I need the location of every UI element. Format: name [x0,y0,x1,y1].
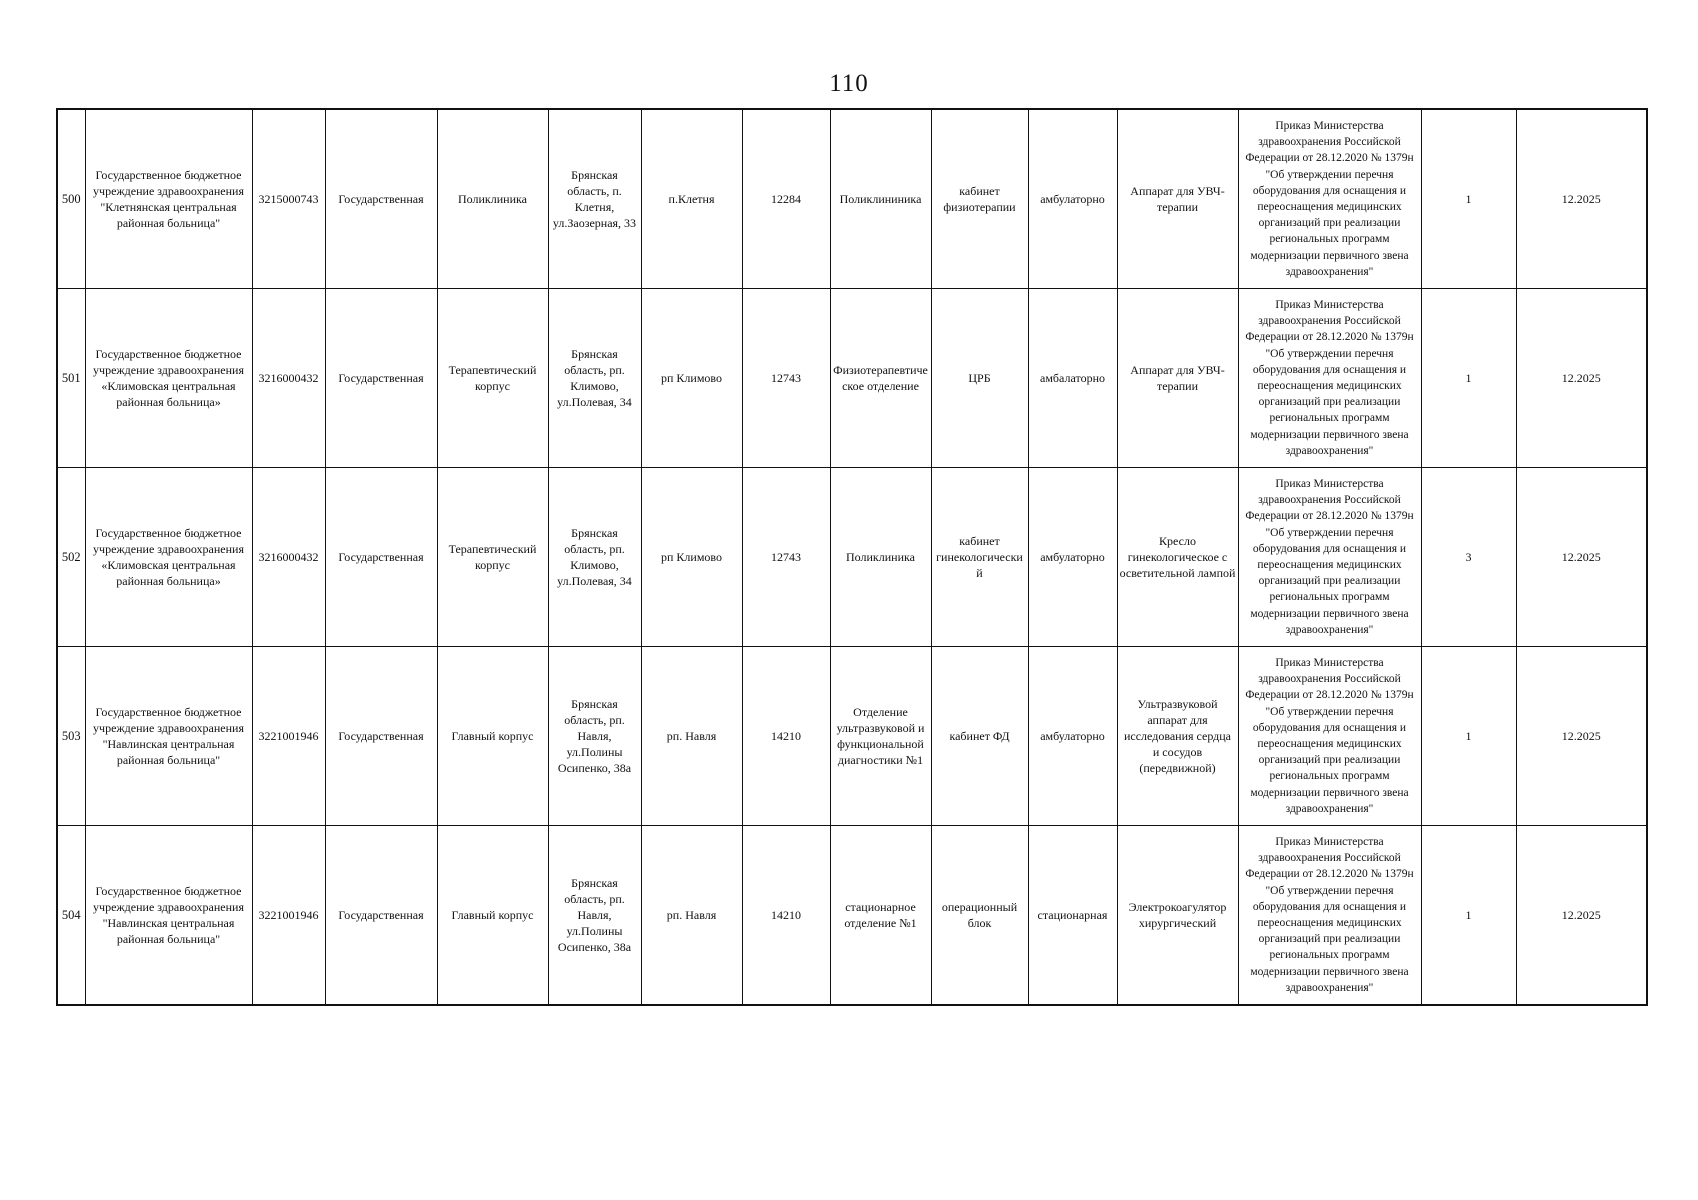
table-row [57,647,1647,826]
quantity-cell: 1 [1421,647,1516,826]
equipment-cell: Кресло гинекологическое с осветительной лампой [1117,468,1238,647]
care-type-cell: амбулаторно [1028,647,1117,826]
ownership-cell: Государственная [325,109,437,289]
building-cell: Поликлиника [437,109,548,289]
deadline-cell: 12.2025 [1516,826,1647,1006]
settlement-cell: п.Клетня [641,109,742,289]
page-number: 110 [829,70,869,97]
ownership-cell: Государственная [325,647,437,826]
room-cell: кабинет ФД [931,647,1028,826]
inn-cell: 3221001946 [252,647,325,826]
inn-cell: 3216000432 [252,289,325,468]
department-cell: Физиотерапевтическое отделение [830,289,931,468]
address-cell: Брянская область, рп. Климово, ул.Полевая, 34 [548,289,641,468]
room-cell: ЦРБ [931,289,1028,468]
table-row [57,289,1647,468]
table-row [57,109,1647,289]
deadline-cell: 12.2025 [1516,468,1647,647]
ownership-cell: Государственная [325,468,437,647]
department-cell: Поликлининика [830,109,931,289]
equipment-cell: Аппарат для УВЧ-терапии [1117,289,1238,468]
care-type-cell: амбалаторно [1028,289,1117,468]
quantity-cell: 1 [1421,826,1516,1006]
deadline-cell: 12.2025 [1516,109,1647,289]
building-cell: Терапевтический корпус [437,468,548,647]
row-number-cell: 500 [57,109,85,289]
deadline-cell: 12.2025 [1516,289,1647,468]
settlement-cell: рп. Навля [641,826,742,1006]
settlement-cell: рп Климово [641,468,742,647]
ownership-cell: Государственная [325,289,437,468]
table-row [57,826,1647,1006]
organization-cell: Государственное бюджетное учреждение здравоохранения «Климовская центральная районная больница» [85,468,252,647]
department-cell: стационарное отделение №1 [830,826,931,1006]
code-cell: 12743 [742,468,830,647]
department-cell: Отделение ультразвуковой и функциональной диагностики №1 [830,647,931,826]
table-body [57,109,1647,1005]
organization-cell: Государственное бюджетное учреждение здравоохранения «Климовская центральная районная больница» [85,289,252,468]
organization-cell: Государственное бюджетное учреждение здравоохранения "Навлинская центральная районная больница" [85,647,252,826]
quantity-cell: 1 [1421,289,1516,468]
legal-basis-cell: Приказ Министерства здравоохранения Российской Федерации от 28.12.2020 № 1379н "Об утверждении перечня оборудования для оснащения и переоснащения медицинских организаций при реализации региональных программ модернизации первичного звена здравоохранения" [1238,468,1421,647]
quantity-cell: 3 [1421,468,1516,647]
care-type-cell: стационарная [1028,826,1117,1006]
row-number-cell: 503 [57,647,85,826]
address-cell: Брянская область, п. Клетня, ул.Заозерная, 33 [548,109,641,289]
code-cell: 12743 [742,289,830,468]
care-type-cell: амбулаторно [1028,109,1117,289]
code-cell: 14210 [742,647,830,826]
row-number-cell: 501 [57,289,85,468]
settlement-cell: рп. Навля [641,647,742,826]
inn-cell: 3215000743 [252,109,325,289]
department-cell: Поликлиника [830,468,931,647]
legal-basis-cell: Приказ Министерства здравоохранения Российской Федерации от 28.12.2020 № 1379н "Об утверждении перечня оборудования для оснащения и переоснащения медицинских организаций при реализации региональных программ модернизации первичного звена здравоохранения" [1238,826,1421,1006]
inn-cell: 3216000432 [252,468,325,647]
row-number-cell: 504 [57,826,85,1006]
equipment-cell: Электрокоагулятор хирургический [1117,826,1238,1006]
row-number-cell: 502 [57,468,85,647]
deadline-cell: 12.2025 [1516,647,1647,826]
organization-cell: Государственное бюджетное учреждение здравоохранения "Клетнянская центральная районная больница" [85,109,252,289]
address-cell: Брянская область, рп. Климово, ул.Полевая, 34 [548,468,641,647]
quantity-cell: 1 [1421,109,1516,289]
room-cell: кабинет гинекологический [931,468,1028,647]
legal-basis-cell: Приказ Министерства здравоохранения Российской Федерации от 28.12.2020 № 1379н "Об утверждении перечня оборудования для оснащения и переоснащения медицинских организаций при реализации региональных программ модернизации первичного звена здравоохранения" [1238,647,1421,826]
table-row [57,468,1647,647]
equipment-cell: Ультразвуковой аппарат для исследования сердца и сосудов (передвижной) [1117,647,1238,826]
building-cell: Терапевтический корпус [437,289,548,468]
address-cell: Брянская область, рп. Навля, ул.Полины Осипенко, 38а [548,647,641,826]
settlement-cell: рп Климово [641,289,742,468]
code-cell: 14210 [742,826,830,1006]
building-cell: Главный корпус [437,647,548,826]
equipment-cell: Аппарат для УВЧ-терапии [1117,109,1238,289]
room-cell: кабинет физиотерапии [931,109,1028,289]
room-cell: операционный блок [931,826,1028,1006]
equipment-registry-table [56,108,1648,1006]
inn-cell: 3221001946 [252,826,325,1006]
code-cell: 12284 [742,109,830,289]
building-cell: Главный корпус [437,826,548,1006]
organization-cell: Государственное бюджетное учреждение здравоохранения "Навлинская центральная районная больница" [85,826,252,1006]
care-type-cell: амбулаторно [1028,468,1117,647]
legal-basis-cell: Приказ Министерства здравоохранения Российской Федерации от 28.12.2020 № 1379н "Об утверждении перечня оборудования для оснащения и переоснащения медицинских организаций при реализации региональных программ модернизации первичного звена здравоохранения" [1238,109,1421,289]
address-cell: Брянская область, рп. Навля, ул.Полины Осипенко, 38а [548,826,641,1006]
ownership-cell: Государственная [325,826,437,1006]
legal-basis-cell: Приказ Министерства здравоохранения Российской Федерации от 28.12.2020 № 1379н "Об утверждении перечня оборудования для оснащения и переоснащения медицинских организаций при реализации региональных программ модернизации первичного звена здравоохранения" [1238,289,1421,468]
